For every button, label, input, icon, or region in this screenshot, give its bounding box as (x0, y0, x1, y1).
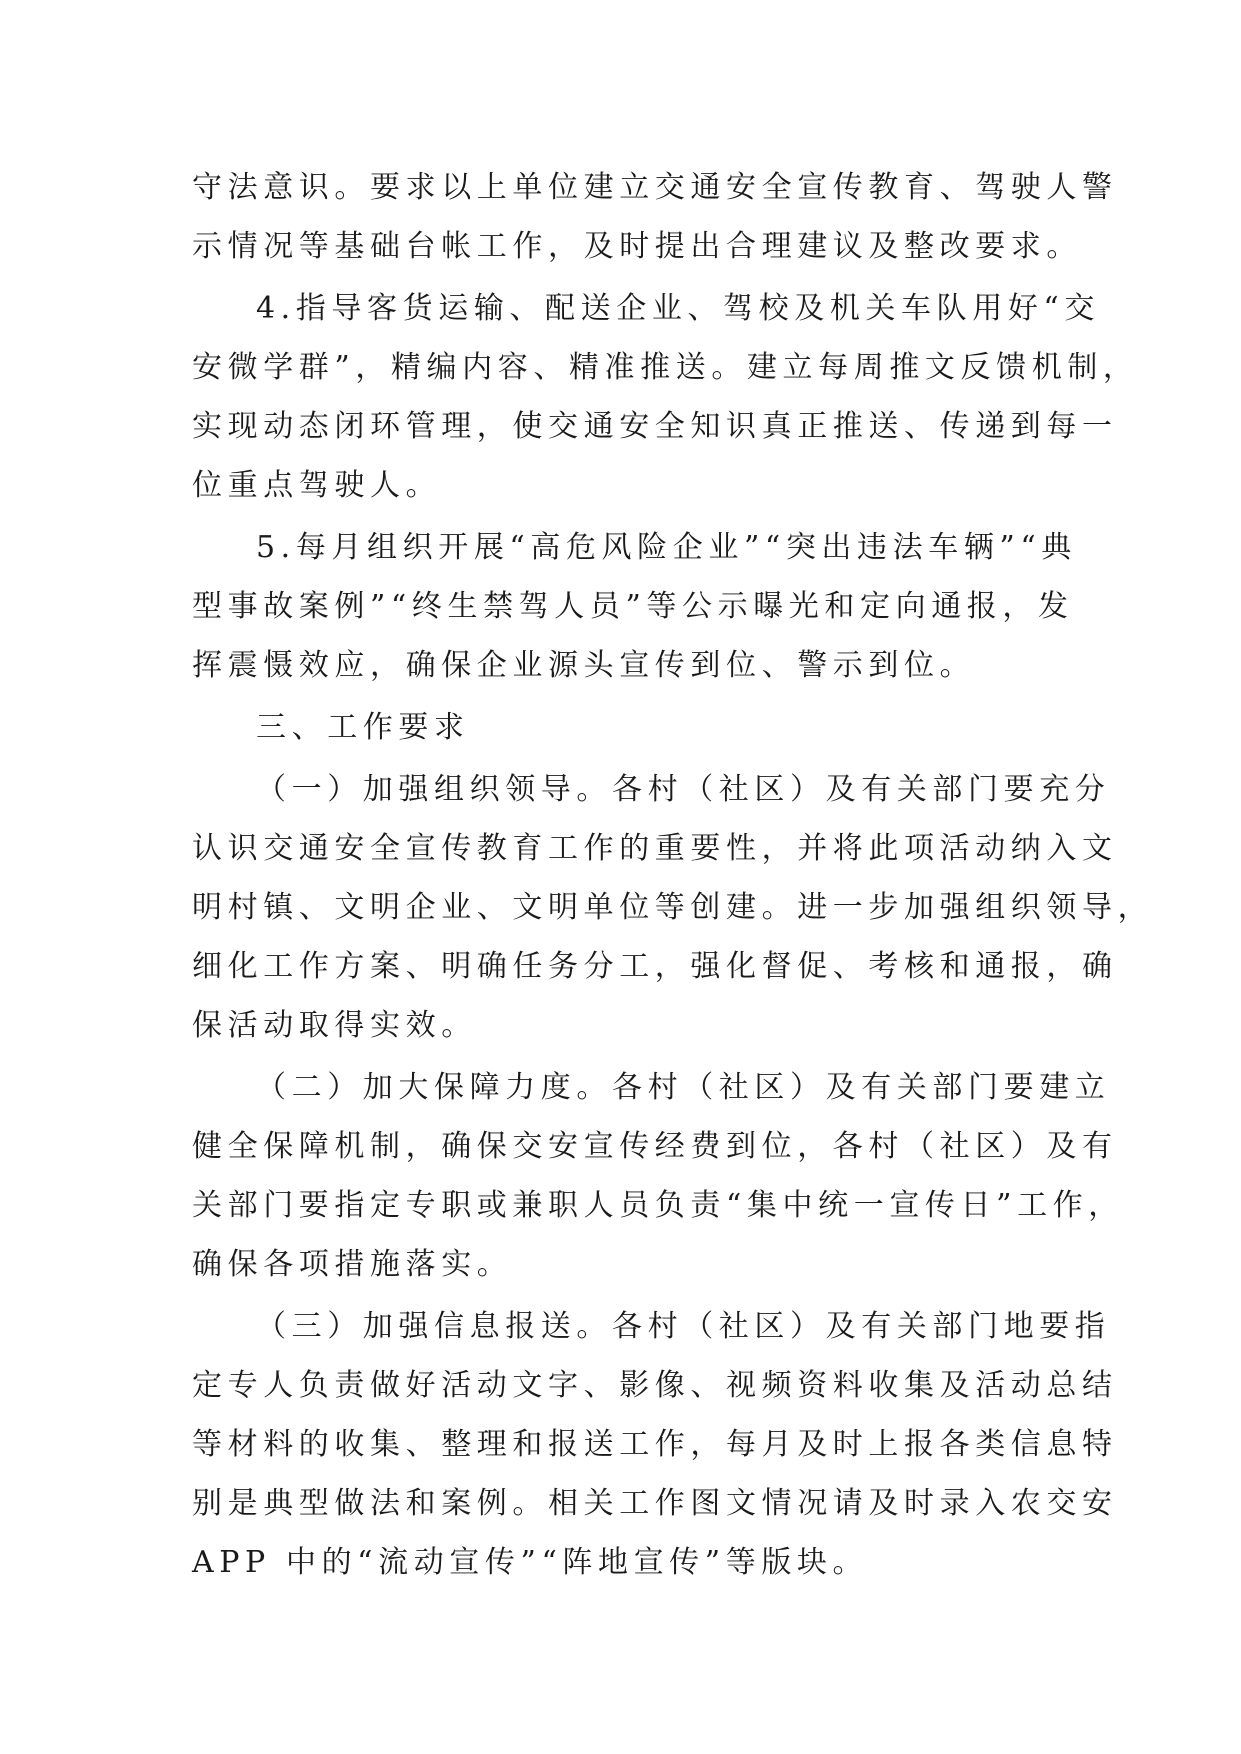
text-line: 实现动态闭环管理，使交通安全知识真正推送、传递到每一 (192, 409, 1118, 444)
text-line: 明村镇、文明企业、文明单位等创建。进一步加强组织领导， (192, 890, 1154, 925)
text-line: 守法意识。要求以上单位建立交通安全宣传教育、驾驶人警 (192, 170, 1118, 205)
text-line: （三）加强信息报送。各村（社区）及有关部门地要指 (256, 1309, 1111, 1344)
text-line: 挥震慑效应，确保企业源头宣传到位、警示到位。 (192, 648, 976, 683)
paragraph-requirement-2 (192, 1058, 1124, 1294)
paragraph-requirement-3 (192, 1297, 1118, 1592)
text-line: 等材料的收集、整理和报送工作，每月及时上报各类信息特 (192, 1427, 1118, 1462)
paragraph-continuation (192, 158, 1118, 276)
text-line: （一）加强组织领导。各村（社区）及有关部门要充分 (256, 772, 1111, 807)
text-line: 定专人负责做好活动文字、影像、视频资料收集及活动总结 (192, 1368, 1118, 1403)
text-line: 位重点驾驶人。 (192, 468, 442, 503)
section-heading-work-requirements (192, 698, 1060, 757)
text-line: 细化工作方案、明确任务分工，强化督促、考核和通报，确 (192, 949, 1118, 984)
text-line: 确保各项措施落实。 (192, 1247, 513, 1282)
section-heading: 三、工作要求 (256, 710, 470, 745)
text-line: 关部门要指定专职或兼职人员负责“集中统一宣传日”工作， (192, 1188, 1124, 1223)
text-line: 健全保障机制，确保交安宣传经费到位，各村（社区）及有 (192, 1129, 1118, 1164)
paragraph-item-4 (192, 279, 1139, 515)
paragraph-item-5 (192, 518, 1077, 695)
document-body (192, 158, 1154, 1592)
text-line: 示情况等基础台帐工作，及时提出合理建议及整改要求。 (192, 229, 1082, 264)
text-line: 认识交通安全宣传教育工作的重要性，并将此项活动纳入文 (192, 831, 1118, 866)
text-line: 5.每月组织开展“高危风险企业”“突出违法车辆”“典 (256, 530, 1077, 565)
text-line: 安微学群”，精编内容、精准推送。建立每周推文反馈机制， (192, 350, 1139, 385)
text-line: （二）加大保障力度。各村（社区）及有关部门要建立 (256, 1070, 1111, 1105)
text-line: APP 中的“流动宣传”“阵地宣传”等版块。 (192, 1545, 869, 1580)
text-line: 别是典型做法和案例。相关工作图文情况请及时录入农交安 (192, 1486, 1118, 1521)
text-line: 保活动取得实效。 (192, 1008, 477, 1043)
paragraph-requirement-1 (192, 760, 1154, 1055)
text-line: 型事故案例”“终生禁驾人员”等公示曝光和定向通报，发 (192, 589, 1074, 624)
text-line: 4.指导客货运输、配送企业、驾校及机关车队用好“交 (256, 291, 1100, 326)
